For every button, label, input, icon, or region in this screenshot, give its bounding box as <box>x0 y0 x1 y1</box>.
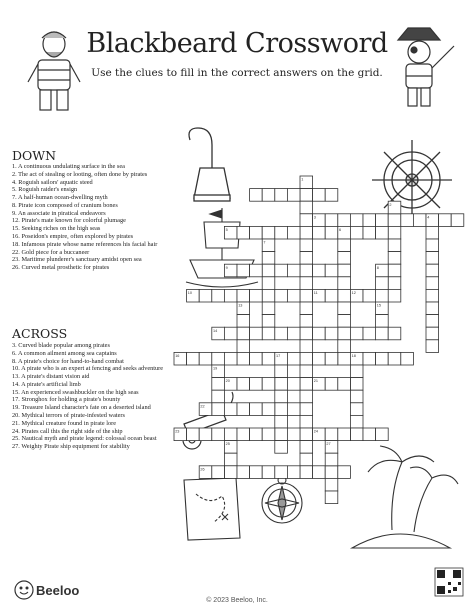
grid-number: 16 <box>175 354 180 358</box>
grid-cell[interactable] <box>388 327 401 340</box>
grid-number: 10 <box>187 291 193 295</box>
across-clue: 15. An experienced swashbuckler on the high seas <box>12 388 139 396</box>
grid-cell[interactable] <box>426 340 439 353</box>
grid-cell[interactable] <box>300 352 313 365</box>
grid-cell[interactable] <box>237 226 250 239</box>
grid-cell[interactable] <box>313 189 326 202</box>
grid-cell[interactable] <box>287 428 300 441</box>
grid-cell[interactable] <box>250 289 263 302</box>
grid-cell[interactable] <box>237 289 250 302</box>
grid-number: 21 <box>313 379 319 384</box>
grid-cell[interactable] <box>313 327 326 340</box>
grid-cell[interactable] <box>388 352 401 365</box>
grid-number: 8 <box>376 265 379 270</box>
grid-cell[interactable] <box>426 226 439 239</box>
grid-cell[interactable] <box>426 252 439 265</box>
grid-cell[interactable] <box>325 352 338 365</box>
down-clue: 16. Poseidon's empire, often explored by pirates <box>12 233 134 241</box>
grid-cell[interactable] <box>388 214 401 227</box>
grid-cell[interactable] <box>237 403 250 416</box>
grid-cell[interactable] <box>237 378 250 391</box>
grid-number: 24 <box>313 429 319 434</box>
grid-cell[interactable] <box>275 378 288 391</box>
grid-number: 9 <box>225 265 228 270</box>
grid-cell[interactable] <box>262 466 275 479</box>
grid-cell[interactable] <box>350 378 363 391</box>
grid-cell[interactable] <box>338 239 351 252</box>
grid-cell[interactable] <box>300 201 313 214</box>
grid-cell[interactable] <box>275 415 288 428</box>
grid-cell[interactable] <box>275 264 288 277</box>
grid-cell[interactable] <box>376 226 389 239</box>
grid-cell[interactable] <box>275 390 288 403</box>
down-clue: 23. Maritime plunderer's sanctuary amidst open sea <box>12 256 142 264</box>
grid-cell[interactable] <box>275 365 288 378</box>
across-clue: 24. Pirates call this the right side of the ship <box>12 427 123 435</box>
down-clue: 18. Infamous pirate whose name references his facial hair <box>12 240 158 248</box>
grid-cell[interactable] <box>212 466 225 479</box>
grid-cell[interactable] <box>300 453 313 466</box>
grid-cell[interactable] <box>388 277 401 290</box>
grid-cell[interactable] <box>262 315 275 328</box>
grid-cell[interactable] <box>325 226 338 239</box>
grid-cell[interactable] <box>350 365 363 378</box>
grid-number: 12 <box>351 291 356 295</box>
grid-cell[interactable] <box>262 189 275 202</box>
grid-number: 4 <box>427 215 430 220</box>
brand-name: Beeloo <box>36 583 80 598</box>
grid-cell[interactable] <box>363 289 376 302</box>
grid-cell[interactable] <box>300 340 313 353</box>
grid-cell[interactable] <box>401 352 414 365</box>
grid-cell[interactable] <box>300 378 313 391</box>
grid-cell[interactable] <box>237 315 250 328</box>
grid-cell[interactable] <box>275 327 288 340</box>
grid-cell[interactable] <box>275 226 288 239</box>
grid-cell[interactable] <box>426 289 439 302</box>
grid-number: 2 <box>389 202 392 207</box>
grid-number: 27 <box>326 442 331 447</box>
grid-number: 19 <box>213 366 218 371</box>
grid-cell[interactable] <box>338 315 351 328</box>
grid-cell[interactable] <box>287 226 300 239</box>
grid-cell[interactable] <box>224 403 237 416</box>
grid-number: 15 <box>376 303 382 308</box>
grid-cell[interactable] <box>300 302 313 315</box>
grid-cell[interactable] <box>250 378 263 391</box>
grid-cell[interactable] <box>212 403 225 416</box>
across-clue: 21. Mythical creature found in pirate lore <box>12 419 117 427</box>
grid-cell[interactable] <box>300 264 313 277</box>
grid-cell[interactable] <box>325 264 338 277</box>
down-clue: 12. Pirate's mate known for colorful plumage <box>12 217 126 225</box>
compass-illustration <box>262 476 302 523</box>
grid-number: 20 <box>225 379 230 384</box>
grid-cell[interactable] <box>350 226 363 239</box>
grid-cell[interactable] <box>287 327 300 340</box>
grid-cell[interactable] <box>199 428 212 441</box>
grid-cell[interactable] <box>262 302 275 315</box>
down-clue: 26. Curved metal prosthetic for pirates <box>12 264 110 272</box>
grid-cell[interactable] <box>363 214 376 227</box>
grid-cell[interactable] <box>313 264 326 277</box>
grid-cell[interactable] <box>413 214 426 227</box>
grid-cell[interactable] <box>376 428 389 441</box>
across-heading: ACROSS <box>12 326 68 341</box>
grid-cell[interactable] <box>300 428 313 441</box>
grid-cell[interactable] <box>363 327 376 340</box>
grid-cell[interactable] <box>275 466 288 479</box>
grid-cell[interactable] <box>363 428 376 441</box>
grid-cell[interactable] <box>300 214 313 227</box>
down-heading: DOWN <box>12 148 57 163</box>
grid-cell[interactable] <box>376 327 389 340</box>
grid-cell[interactable] <box>300 327 313 340</box>
grid-cell[interactable] <box>262 252 275 265</box>
grid-cell[interactable] <box>237 466 250 479</box>
across-clue: 19. Treasure Island character's fate on a deserted island <box>12 404 151 412</box>
grid-cell[interactable] <box>275 441 288 454</box>
grid-cell[interactable] <box>224 327 237 340</box>
grid-cell[interactable] <box>187 352 200 365</box>
grid-cell[interactable] <box>224 352 237 365</box>
treasure-map-illustration <box>184 478 240 540</box>
grid-cell[interactable] <box>439 214 452 227</box>
grid-cell[interactable] <box>212 428 225 441</box>
grid-cell[interactable] <box>350 403 363 416</box>
grid-cell[interactable] <box>300 252 313 265</box>
grid-number: 13 <box>238 303 243 308</box>
grid-cell[interactable] <box>300 226 313 239</box>
grid-cell[interactable] <box>426 264 439 277</box>
grid-number: 3 <box>313 215 316 220</box>
across-clue: 17. Stronghox for holding a pirate's bounty <box>12 396 121 404</box>
grid-cell[interactable] <box>250 428 263 441</box>
grid-cell[interactable] <box>250 403 263 416</box>
grid-cell[interactable] <box>262 327 275 340</box>
grid-cell[interactable] <box>262 289 275 302</box>
grid-cell[interactable] <box>338 264 351 277</box>
across-clue: 8. A pirate's choice for hand-to-hand combat <box>12 357 124 365</box>
grid-cell[interactable] <box>300 390 313 403</box>
grid-cell[interactable] <box>300 466 313 479</box>
page-subtitle: Use the clues to fill in the correct answers on the grid. <box>91 67 383 79</box>
grid-cell[interactable] <box>212 289 225 302</box>
grid-cell[interactable] <box>388 264 401 277</box>
grid-cell[interactable] <box>300 441 313 454</box>
grid-cell[interactable] <box>300 315 313 328</box>
grid-cell[interactable] <box>224 428 237 441</box>
grid-cell[interactable] <box>325 453 338 466</box>
qr-code <box>435 568 463 596</box>
grid-cell[interactable] <box>237 327 250 340</box>
grid-cell[interactable] <box>426 315 439 328</box>
grid-cell[interactable] <box>237 340 250 353</box>
grid-cell[interactable] <box>250 264 263 277</box>
grid-cell[interactable] <box>388 252 401 265</box>
grid-cell[interactable] <box>187 428 200 441</box>
grid-number: 5 <box>225 228 228 232</box>
grid-cell[interactable] <box>300 239 313 252</box>
grid-cell[interactable] <box>224 466 237 479</box>
page-title: Blackbeard Crossword <box>86 28 388 59</box>
grid-cell[interactable] <box>426 327 439 340</box>
grid-cell[interactable] <box>262 226 275 239</box>
grid-cell[interactable] <box>275 189 288 202</box>
across-clue: 6. A common ailment among sea captains <box>12 349 117 357</box>
down-clue: 15. Seeking riches on the high seas <box>12 225 101 233</box>
grid-cell[interactable] <box>426 302 439 315</box>
grid-number: 14 <box>213 328 218 333</box>
grid-cell[interactable] <box>313 352 326 365</box>
grid-cell[interactable] <box>401 214 414 227</box>
copyright: © 2023 Beeloo, Inc. <box>206 597 268 604</box>
grid-cell[interactable] <box>237 428 250 441</box>
grid-cell[interactable] <box>338 378 351 391</box>
down-clue: 22. Gold piece for a buccaneer <box>12 248 90 256</box>
grid-cell[interactable] <box>338 302 351 315</box>
grid-cell[interactable] <box>237 352 250 365</box>
grid-cell[interactable] <box>338 327 351 340</box>
grid-cell[interactable] <box>287 378 300 391</box>
grid-cell[interactable] <box>250 189 263 202</box>
grid-cell[interactable] <box>325 289 338 302</box>
grid-cell[interactable] <box>338 340 351 353</box>
grid-cell[interactable] <box>388 226 401 239</box>
down-clue: 5. Roguish raider's ensign <box>12 186 78 194</box>
down-clue: 9. An associate in piratical endeavors <box>12 209 106 217</box>
grid-cell[interactable] <box>350 390 363 403</box>
grid-cell[interactable] <box>224 453 237 466</box>
grid-cell[interactable] <box>338 214 351 227</box>
grid-cell[interactable] <box>338 277 351 290</box>
grid-cell[interactable] <box>287 289 300 302</box>
grid-cell[interactable] <box>262 428 275 441</box>
grid-cell[interactable] <box>300 365 313 378</box>
grid-number: 1 <box>301 177 304 182</box>
grid-cell[interactable] <box>300 189 313 202</box>
grid-cell[interactable] <box>376 315 389 328</box>
grid-cell[interactable] <box>262 277 275 290</box>
grid-number: 26 <box>200 467 205 472</box>
island-illustration <box>352 446 458 548</box>
grid-cell[interactable] <box>262 352 275 365</box>
ship-wheel-illustration <box>372 140 452 220</box>
grid-cell[interactable] <box>388 239 401 252</box>
grid-number: 6 <box>339 228 342 232</box>
grid-cell[interactable] <box>275 289 288 302</box>
grid-cell[interactable] <box>338 466 351 479</box>
grid-cell[interactable] <box>275 403 288 416</box>
grid-cell[interactable] <box>287 264 300 277</box>
across-clue: 13. A pirate's distant vision aid <box>12 373 90 381</box>
grid-cell[interactable] <box>250 327 263 340</box>
grid-cell[interactable] <box>262 403 275 416</box>
grid-cell[interactable] <box>325 478 338 491</box>
grid-cell[interactable] <box>212 390 225 403</box>
grid-cell[interactable] <box>275 428 288 441</box>
grid-cell[interactable] <box>212 378 225 391</box>
grid-cell[interactable] <box>300 277 313 290</box>
grid-cell[interactable] <box>376 214 389 227</box>
grid-cell[interactable] <box>338 352 351 365</box>
across-clue: 25. Nautical myth and pirate legend: colossal ocean beast <box>12 435 157 443</box>
grid-cell[interactable] <box>212 352 225 365</box>
grid-cell[interactable] <box>300 415 313 428</box>
grid-cell[interactable] <box>325 466 338 479</box>
down-clue: 8. Pirate icon composed of cranium bones <box>12 201 118 209</box>
grid-number: 11 <box>313 291 318 295</box>
grid-cell[interactable] <box>262 378 275 391</box>
grid-number: 7 <box>263 240 266 245</box>
grid-number: 18 <box>351 354 356 358</box>
grid-cell[interactable] <box>287 189 300 202</box>
grid-cell[interactable] <box>287 352 300 365</box>
grid-number: 23 <box>175 429 180 434</box>
across-clue: 3. Curved blade popular among pirates <box>12 342 110 349</box>
grid-cell[interactable] <box>426 239 439 252</box>
across-clue: 10. A pirate who is an expert at fencing and seeks adventure <box>12 365 164 373</box>
down-clue: 7. A half-human ocean-dwelling myth <box>12 194 108 202</box>
grid-cell[interactable] <box>451 214 464 227</box>
across-clue: 20. Mythical terrors of pirate-infested waters <box>12 412 125 420</box>
grid-cell[interactable] <box>338 289 351 302</box>
grid-number: 22 <box>200 404 205 409</box>
grid-number: 17 <box>276 354 281 358</box>
grid-number: 25 <box>225 442 230 447</box>
grid-cell[interactable] <box>199 289 212 302</box>
grid-cell[interactable] <box>199 352 212 365</box>
grid-cell[interactable] <box>350 415 363 428</box>
grid-cell[interactable] <box>313 226 326 239</box>
down-clue: 1. A continuous undulating surface in the sea <box>12 163 125 170</box>
grid-cell[interactable] <box>363 226 376 239</box>
grid-cell[interactable] <box>388 289 401 302</box>
grid-cell[interactable] <box>325 327 338 340</box>
grid-cell[interactable] <box>250 352 263 365</box>
grid-cell[interactable] <box>350 327 363 340</box>
grid-cell[interactable] <box>237 264 250 277</box>
across-clue: 14. A pirate's artificial limb <box>12 380 81 388</box>
grid-cell[interactable] <box>325 428 338 441</box>
hook-illustration <box>189 128 230 201</box>
down-clue: 4. Roguish sailors' aquatic steed <box>12 178 93 186</box>
grid-cell[interactable] <box>376 352 389 365</box>
down-clue: 2. The act of stealing or looting, often done by pirates <box>12 170 148 178</box>
pirate-illustration <box>28 32 80 110</box>
pirate-with-sword-illustration <box>398 28 454 106</box>
grid-cell[interactable] <box>350 214 363 227</box>
grid-cell[interactable] <box>426 277 439 290</box>
grid-cell[interactable] <box>325 189 338 202</box>
grid-cell[interactable] <box>313 466 326 479</box>
grid-cell[interactable] <box>338 252 351 265</box>
grid-cell[interactable] <box>325 491 338 504</box>
grid-cell[interactable] <box>262 264 275 277</box>
across-clue: 27. Weighty Pirate ship equipment for stability <box>12 443 130 451</box>
grid-cell[interactable] <box>250 466 263 479</box>
grid-cell[interactable] <box>300 289 313 302</box>
grid-cell[interactable] <box>224 289 237 302</box>
grid-cell[interactable] <box>287 466 300 479</box>
grid-cell[interactable] <box>300 403 313 416</box>
grid-cell[interactable] <box>338 428 351 441</box>
grid-cell[interactable] <box>325 214 338 227</box>
grid-cell[interactable] <box>287 403 300 416</box>
grid-cell[interactable] <box>325 378 338 391</box>
grid-cell[interactable] <box>250 226 263 239</box>
grid-cell[interactable] <box>350 428 363 441</box>
grid-cell[interactable] <box>363 352 376 365</box>
grid-cell[interactable] <box>376 277 389 290</box>
